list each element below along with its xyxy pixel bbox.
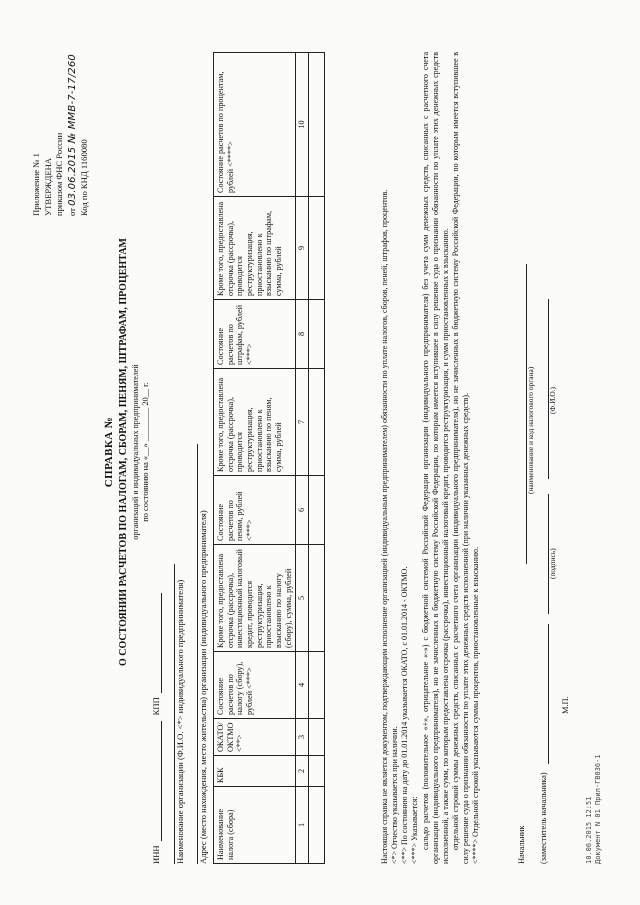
inn-label: ИНН [151,845,161,864]
table-cell[interactable] [309,756,325,787]
deputy-line [539,624,549,764]
order-label: приказом ФНС России [54,132,65,216]
kpp-field[interactable] [152,593,162,693]
chief-row [517,52,539,864]
signature-block [517,52,583,864]
col-number: 1 [296,787,309,864]
col-fine-deferral: Кроме того, предоставлена отсрочка (рассрочка), проводится реструктуризация, приостановлено к взысканию по штрафам, сумма, рублей [214,197,296,300]
fio-caption: (Ф.И.О.) [548,387,557,414]
disclaimer: Настоящая справка не является документом, подтверждающим исполнение организацией (индивидуальным предпринимателем) обязанности по уплате налогов, сборов, пеней, штрафов, процентов. [380,189,389,864]
col-number: 5 [296,545,309,652]
table-cell[interactable] [309,53,325,197]
org-name-caption: Наименование организации (Ф.И.О. <*> индивидуального предпринимателя) [175,579,186,864]
table-cell[interactable] [309,545,325,652]
org-name-line [165,164,175,864]
seal-label: М.П. [561,696,570,714]
print-timestamp: 10.06.2015 12:51 [585,796,593,864]
column-number-row [296,53,309,864]
footnote-4: <****> Отдельной строкой указываются суммы процентов, приостановленные к взысканию. [471,546,481,864]
approved-label: УТВЕРЖДЕНА [42,157,53,216]
settlements-table [213,52,325,864]
col-interest-balance: Состояние расчетов по процентам, рублей <****> [214,53,296,197]
footnote-3a: сальдо расчетов (положительное «+», отрицательное «-») с бюджетной системой Российской Федерации организации (индивидуального предпринимателя) без учета сумм денежных средств, списанных с расчетного счета организации (индивидуального предпринимателя), но не зачисленных в бюджетную систему Российской Федерации, по которым имеется вступившее в силу решение суда о признании обязанности по уплате этих денежных средств исполненной, а также сумм, по которым предоставлена отсрочка (рассрочка), инвестиционный налоговый кредит, проводится реструктуризация, и сумм приостановленных к взысканию. [420,52,450,864]
address-caption: Адрес (место нахождения, место жительства) организации (индивидуального предпринимателя) [198,510,209,864]
appendix-number: Приложение № 1 [31,153,41,216]
deputy-row [539,52,561,864]
col-tax-deferral: Кроме того, предоставлена отсрочка (рассрочка), инвестиционный налоговый кредит, проводится реструктуризация, приостановлено к взысканию по налогу (сбору), сумма, рублей [214,545,296,652]
col-number: 8 [296,300,309,369]
table-cell[interactable] [309,476,325,545]
table-cell[interactable] [309,787,325,864]
document-title [103,172,151,732]
seal-row [561,52,583,864]
document-reference: Документ N 01 Прил-ГВ036-1 [594,754,603,864]
footnote-1: <*> Отчество указывается при наличии. [390,726,400,864]
knd-code: Код по КНД 1160080 [79,139,90,216]
handwritten-order-number: 03.06.2015 № ММВ-7-17/260 [66,54,78,206]
deputy-label: (заместитель начальника) [539,772,548,864]
table-cell[interactable] [309,300,325,369]
col-okato: ОКАТО/ ОКТМО <**> [214,719,296,756]
rotated-document [25,22,615,882]
col-tax-balance: Состояние расчетов по налогу (сбору), рублей <***> [214,652,296,719]
table-cell[interactable] [309,719,325,756]
certificate-number: СПРАВКА № [103,416,115,488]
footnote-3b: отдельной строкой суммы денежных средств, списанных с расчетного счета организации (индивидуального предпринимателя), но не зачисленных в бюджетную систему Российской Федерации, по которым имеется вступившее в силу решение суда о признании обязанности по уплате этих денежных средств исполненной (при наличии указанных денежных средств). [451,52,471,864]
table-row [309,53,325,864]
print-footer [585,754,603,864]
approval-stamp [31,26,91,216]
inn-kpp-line [151,164,162,864]
col-number: 2 [296,756,309,787]
chief-label: Начальник [517,825,526,864]
col-number: 6 [296,476,309,545]
col-fine-balance: Состояние расчетов по штрафам, рублей <***> [214,300,296,369]
col-number: 9 [296,197,309,300]
table-header-row [214,53,296,864]
col-number: 7 [296,369,309,476]
table-cell[interactable] [309,197,325,300]
certificate-subtitle: организаций и индивидуальных предпринимателей [130,364,140,540]
org-caption: (наименование и код налогового органа) [526,366,535,494]
col-penalty-deferral: Кроме того, предоставлена отсрочка (рассрочка), проводится реструктуризация, приостановлено к взысканию по пеням, сумма, рублей [214,369,296,476]
col-tax-name: Наименование налога (сбора) [214,787,296,864]
address-field[interactable] [188,444,198,864]
certificate-title: О СОСТОЯНИИ РАСЧЕТОВ ПО НАЛОГАМ, СБОРАМ, ПЕНЯМ, ШТРАФАМ, ПРОЦЕНТАМ [117,238,129,667]
col-number: 10 [296,53,309,197]
footnotes [380,52,482,864]
col-penalty-balance: Состояние расчетов по пеням, рублей <***> [214,476,296,545]
col-number: 3 [296,719,309,756]
footnote-2: <**> По состоянию на дату до 01.01.2014 указывается ОКАТО, с 01.01.2014 - ОКТМО. [400,566,410,864]
order-date-line: от 03.06.2015 № ММВ-7-17/260 [66,54,78,216]
inn-field[interactable] [152,721,162,841]
kpp-label: КПП [151,697,161,716]
table-cell[interactable] [309,652,325,719]
org-name-field[interactable] [165,564,175,864]
address-line [188,164,198,864]
col-number: 4 [296,652,309,719]
table-cell[interactable] [309,369,325,476]
col-kbk: КБК [214,756,296,787]
taxpayer-fields [151,164,210,864]
as-of-date: по состоянию на «__» ________ 20__ г. [141,382,151,522]
footnote-3: <***> Указывается: [410,796,420,864]
sign-caption: (подпись) [548,548,557,579]
